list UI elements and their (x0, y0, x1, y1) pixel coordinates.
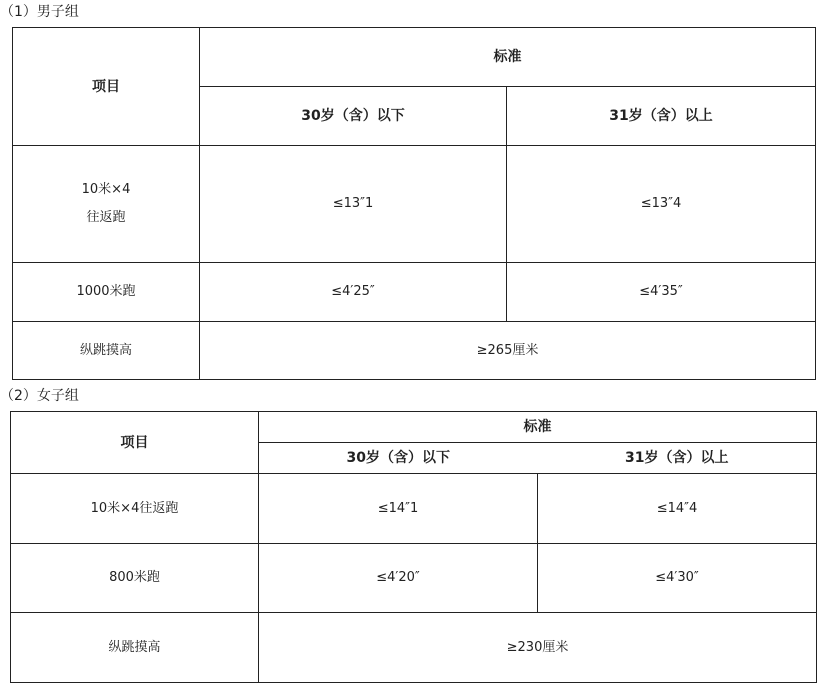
row-item: 纵跳摸高 (13, 322, 200, 380)
men-section-title: （1）男子组 (0, 4, 79, 20)
row-item (13, 146, 200, 263)
table-row (13, 263, 816, 322)
row-value-col2: ≤4′35″ (507, 263, 816, 322)
header-standard: 标准 (200, 28, 816, 87)
row-value-merged: ≥265厘米 (200, 322, 816, 380)
row-value-col1: ≤4′25″ (200, 263, 507, 322)
row-value-col2: ≤13″4 (507, 146, 816, 263)
header-age-31-above: 31岁（含）以上 (507, 87, 816, 146)
header-standard: 标准 (259, 412, 817, 443)
header-item: 项目 (11, 412, 259, 474)
row-value-merged: ≥230厘米 (259, 613, 817, 683)
table-row (13, 146, 816, 263)
row-item: 800米跑 (11, 544, 259, 613)
table-header-row (11, 412, 817, 443)
row-item: 纵跳摸高 (11, 613, 259, 683)
table-row (11, 544, 817, 613)
table-row (13, 322, 816, 380)
header-age-30-below: 30岁（含）以下 (259, 443, 538, 474)
row-value-col2: ≤4′30″ (538, 544, 817, 613)
row-item-line1: 10米×4 (81, 182, 131, 197)
women-standards-table (10, 411, 817, 683)
table-row (11, 613, 817, 683)
row-item: 1000米跑 (13, 263, 200, 322)
header-age-30-below: 30岁（含）以下 (200, 87, 507, 146)
men-standards-table (12, 27, 816, 380)
header-age-31-above: 31岁（含）以上 (538, 443, 817, 474)
row-value-col1: ≤4′20″ (259, 544, 538, 613)
table-row (11, 474, 817, 544)
table-header-row (13, 28, 816, 87)
row-value-col1: ≤14″1 (259, 474, 538, 544)
row-item: 10米×4往返跑 (11, 474, 259, 544)
women-section-title: （2）女子组 (0, 388, 79, 404)
row-value-col2: ≤14″4 (538, 474, 817, 544)
header-item: 项目 (13, 28, 200, 146)
row-value-col1: ≤13″1 (200, 146, 507, 263)
row-item-line2: 往返跑 (86, 210, 126, 225)
